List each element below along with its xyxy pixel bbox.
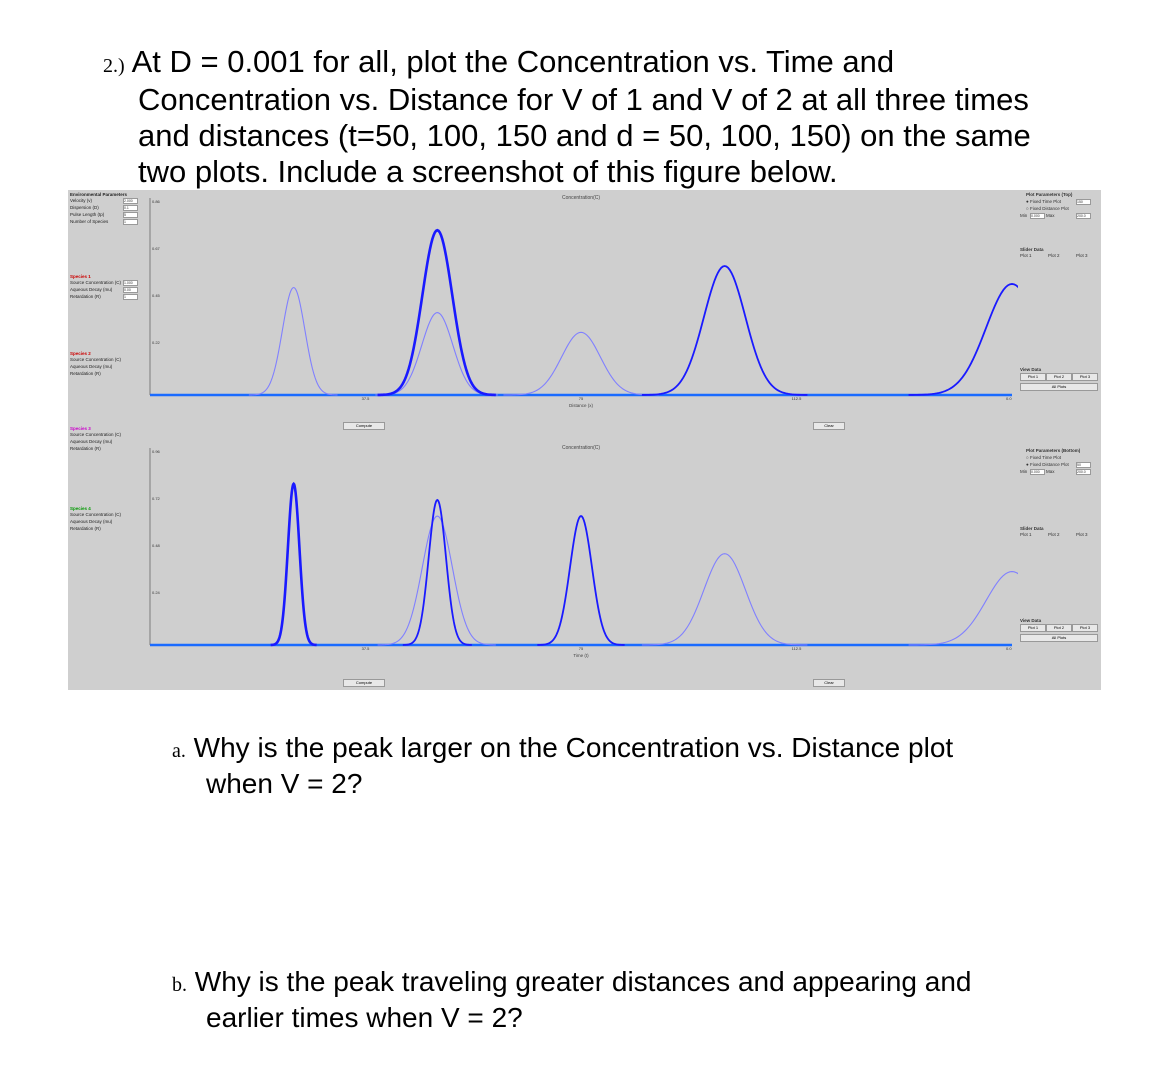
rb-slider-p3: Plot 3 bbox=[1076, 532, 1088, 537]
species3-title: Species 3 bbox=[70, 426, 91, 431]
s1-retard-label: Retardation (R) bbox=[70, 294, 101, 299]
x-tick-label: 37.5 bbox=[361, 396, 370, 401]
y-tick-label: 0.48 bbox=[152, 543, 160, 548]
sub-b-label: b. bbox=[172, 974, 187, 996]
species-count-label: Number of Species bbox=[70, 219, 109, 224]
rt-slider-p2: Plot 2 bbox=[1048, 253, 1060, 258]
s1-source-input[interactable]: 1.000 bbox=[123, 280, 138, 286]
y-tick-label: 0.22 bbox=[152, 340, 160, 345]
question-number: 2.) bbox=[103, 55, 125, 77]
bottom-compute-button[interactable]: Compute bbox=[343, 679, 385, 687]
rt-min-input[interactable]: 0.000 bbox=[1030, 213, 1045, 219]
rb-slider-p1: Plot 1 bbox=[1020, 532, 1032, 537]
rt-max-label: Max bbox=[1046, 213, 1055, 218]
rt-min-label: Min bbox=[1020, 213, 1028, 218]
applet-screenshot bbox=[68, 190, 1101, 690]
x-origin-label: 0.0 bbox=[1006, 396, 1012, 401]
concentration-peak-series1 bbox=[378, 516, 496, 645]
rb-title: Plot Parameters (Bottom) bbox=[1026, 448, 1081, 453]
x-tick-label: 75 bbox=[578, 396, 584, 401]
rb-view-p3[interactable]: Plot 3 bbox=[1072, 624, 1098, 632]
s2-decay-label: Aqueous Decay (mu) bbox=[70, 364, 113, 369]
sub-b-line2: earlier times when V = 2? bbox=[206, 1002, 523, 1033]
pulse-label: Pulse Length (tp) bbox=[70, 212, 105, 217]
y-tick-label: 0.24 bbox=[152, 590, 160, 595]
pulse-input[interactable]: 5 bbox=[123, 212, 138, 218]
rt-view-all[interactable]: All Plots bbox=[1020, 383, 1098, 391]
sub-question-a bbox=[172, 730, 953, 769]
y-tick-label: 0.67 bbox=[152, 246, 160, 251]
concentration-peak-series1 bbox=[503, 332, 658, 395]
sub-a-line1: Why is the peak larger on the Concentration vs. Distance plot bbox=[193, 732, 954, 763]
concentration-peak-series1 bbox=[642, 554, 808, 645]
x-axis-label: Distance (x) bbox=[568, 403, 594, 408]
s3-decay-label: Aqueous Decay (mu) bbox=[70, 439, 113, 444]
sub-a-label: a. bbox=[172, 740, 186, 762]
top-concentration-plot bbox=[146, 190, 1018, 415]
concentration-peak-series2 bbox=[403, 500, 472, 645]
x-tick-label: 75 bbox=[578, 646, 584, 651]
rb-fixed-time[interactable]: ○ Fixed Time Plot bbox=[1026, 455, 1061, 460]
velocity-label: Velocity (v) bbox=[70, 198, 93, 203]
rb-fixed-dist[interactable]: ● Fixed Distance Plot bbox=[1026, 462, 1069, 467]
rb-view-p1[interactable]: Plot 1 bbox=[1020, 624, 1046, 632]
plot-title: Concentration(C) bbox=[561, 445, 601, 451]
y-tick-label: 0.45 bbox=[152, 293, 160, 298]
y-tick-label: 0.72 bbox=[152, 496, 160, 501]
s2-retard-label: Retardation (R) bbox=[70, 371, 101, 376]
concentration-peak-series1 bbox=[909, 572, 1018, 645]
top-compute-button[interactable]: Compute bbox=[343, 422, 385, 430]
species4-title: Species 4 bbox=[70, 506, 91, 511]
rb-fixed-dist-input[interactable]: 50 bbox=[1076, 462, 1091, 468]
rt-view-p3[interactable]: Plot 3 bbox=[1072, 373, 1098, 381]
question-line1: 2.) At D = 0.001 for all, plot the Concentration vs. Time and bbox=[103, 44, 895, 79]
plot-title: Concentration(C) bbox=[561, 195, 601, 201]
x-tick-label: 37.5 bbox=[361, 646, 370, 651]
species-count-select[interactable]: 1 bbox=[123, 219, 138, 225]
x-axis-label: Time (t) bbox=[573, 653, 589, 658]
s1-decay-input[interactable]: 0.00 bbox=[123, 287, 138, 293]
concentration-peak-series2 bbox=[909, 284, 1018, 395]
rt-slider-title: Slider Data bbox=[1020, 247, 1044, 252]
rt-view-title: View Data bbox=[1020, 367, 1042, 372]
question-line4: two plots. Include a screenshot of this figure below. bbox=[138, 154, 838, 189]
s2-source-label: Source Concentration (C) bbox=[70, 357, 122, 362]
question-line3: and distances (t=50, 100, 150 and d = 50, 100, 150) on the same bbox=[138, 118, 1031, 153]
rt-fixed-time[interactable]: ● Fixed Time Plot bbox=[1026, 199, 1061, 204]
concentration-peak-series2 bbox=[271, 484, 317, 645]
rb-view-p2[interactable]: Plot 2 bbox=[1046, 624, 1072, 632]
question-line2: Concentration vs. Distance for V of 1 and V of 2 at all three times bbox=[138, 82, 1029, 117]
rt-max-input[interactable]: 200.0 bbox=[1076, 213, 1091, 219]
rb-view-all[interactable]: All Plots bbox=[1020, 634, 1098, 642]
rb-min-input[interactable]: 0.000 bbox=[1030, 469, 1045, 475]
rb-view-title: View Data bbox=[1020, 618, 1042, 623]
env-title: Environmental Parameters bbox=[70, 192, 128, 197]
concentration-peak-series2 bbox=[642, 266, 808, 395]
x-tick-label: 112.5 bbox=[791, 396, 802, 401]
concentration-peak-series2 bbox=[537, 516, 624, 645]
y-tick-label: 0.96 bbox=[152, 449, 160, 454]
species1-title: Species 1 bbox=[70, 274, 91, 279]
concentration-peak-series1 bbox=[375, 313, 498, 395]
rt-view-p1[interactable]: Plot 1 bbox=[1020, 373, 1046, 381]
rb-slider-p2: Plot 2 bbox=[1048, 532, 1060, 537]
rt-slider-p3: Plot 3 bbox=[1076, 253, 1088, 258]
rt-title: Plot Parameters (Top) bbox=[1026, 192, 1073, 197]
top-clear-button[interactable]: Clear bbox=[813, 422, 845, 430]
right-panel-top bbox=[1018, 190, 1101, 410]
y-tick-label: 0.86 bbox=[152, 199, 160, 204]
s1-retard-input[interactable]: 1 bbox=[123, 294, 138, 300]
rb-min-label: Min bbox=[1020, 469, 1028, 474]
x-tick-label: 112.5 bbox=[791, 646, 802, 651]
s4-source-label: Source Concentration (C) bbox=[70, 512, 122, 517]
rb-max-input[interactable]: 200.0 bbox=[1076, 469, 1091, 475]
bottom-concentration-plot bbox=[146, 440, 1018, 665]
rt-fixed-dist[interactable]: ○ Fixed Distance Plot bbox=[1026, 206, 1069, 211]
sub-question-b bbox=[172, 964, 971, 1003]
rb-max-label: Max bbox=[1046, 469, 1055, 474]
right-panel-bottom bbox=[1018, 442, 1101, 662]
concentration-peak-series1 bbox=[249, 288, 338, 395]
dispersion-input[interactable]: 0.1 bbox=[123, 205, 138, 211]
species2-title: Species 2 bbox=[70, 351, 91, 356]
rt-slider-p1: Plot 1 bbox=[1020, 253, 1032, 258]
s1-source-label: Source Concentration (C) bbox=[70, 280, 122, 285]
s4-decay-label: Aqueous Decay (mu) bbox=[70, 519, 113, 524]
s4-retard-label: Retardation (R) bbox=[70, 526, 101, 531]
x-origin-label: 0.0 bbox=[1006, 646, 1012, 651]
rb-slider-title: Slider Data bbox=[1020, 526, 1044, 531]
sub-a-line2: when V = 2? bbox=[206, 768, 363, 799]
s1-decay-label: Aqueous Decay (mu) bbox=[70, 287, 113, 292]
dispersion-label: Dispersion (D) bbox=[70, 205, 99, 210]
sub-b-line1: Why is the peak traveling greater distances and appearing and bbox=[194, 966, 972, 997]
s3-retard-label: Retardation (R) bbox=[70, 446, 101, 451]
rt-fixed-time-input[interactable]: 150 bbox=[1076, 199, 1091, 205]
s3-source-label: Source Concentration (C) bbox=[70, 432, 122, 437]
bottom-clear-button[interactable]: Clear bbox=[813, 679, 845, 687]
velocity-input[interactable]: 2.000 bbox=[123, 198, 138, 204]
rt-view-p2[interactable]: Plot 2 bbox=[1046, 373, 1072, 381]
